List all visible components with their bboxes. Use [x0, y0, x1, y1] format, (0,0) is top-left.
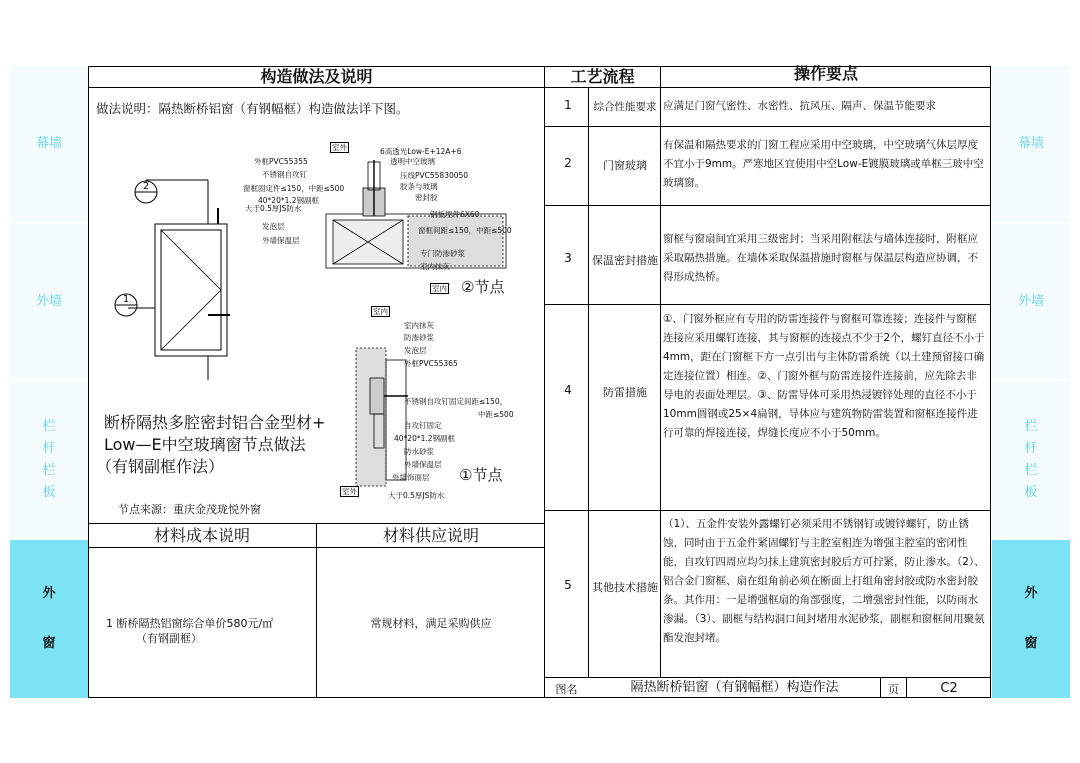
- footer-page-label: 页: [888, 683, 899, 696]
- left-side-bar: [10, 66, 88, 698]
- side-right-curtain-wall: [992, 66, 1070, 222]
- node1-label: 外墙饰面层: [392, 473, 430, 482]
- process-row-category: 防雷措施: [603, 386, 647, 399]
- node2-label: 6高透光Low-E+12A+6: [380, 147, 462, 156]
- process-row-desc: 窗框与窗扇间宜采用三级密封；当采用附框法与墙体连接时，附框应采取隔热措施。在墙体采取保温措施时窗框与保温层构造应协调，不得形成热桥。: [663, 233, 978, 283]
- node2-title: ②节点: [461, 278, 505, 296]
- cost-text-line2: （有钢副框）: [136, 632, 202, 645]
- process-row-num: 5: [564, 578, 572, 592]
- marker-1: 1: [122, 294, 130, 305]
- node2-label: 室内抹灰: [420, 262, 450, 271]
- node1-title: ①节点: [459, 466, 503, 484]
- divider: [316, 523, 317, 698]
- node1-label: 不锈钢自攻钉固定间距≤150，: [404, 397, 508, 406]
- node2-label: 密封胶: [415, 193, 438, 202]
- node2-label: 钢板埋件6X60: [430, 210, 480, 219]
- node2-label: 室内: [432, 284, 447, 293]
- node1-label: 室内: [373, 307, 388, 316]
- node1-label: 40*20*1.2钢副框: [394, 434, 456, 443]
- drawing-title-line1: 断桥隔热多腔密封铝合金型材+: [104, 413, 326, 432]
- node2-label: 压线PVC55830050: [400, 171, 469, 180]
- divider: [544, 205, 991, 206]
- process-row-category: 保温密封措施: [592, 254, 658, 267]
- node1-label: 防渗砂浆: [404, 333, 434, 342]
- process-row-desc: 应满足门窗气密性、水密性、抗风压、隔声、保温节能要求: [663, 100, 936, 112]
- divider: [544, 510, 991, 511]
- drawing-title-line2: Low—E中空玻璃窗节点做法: [104, 435, 306, 454]
- side-label: 幕墙: [35, 136, 62, 151]
- node2-label: 胶条与玻璃: [400, 182, 438, 191]
- node1-section: [356, 348, 408, 486]
- process-row-category: 其他技术措施: [592, 581, 658, 594]
- node1-label: 室内抹灰: [404, 321, 434, 330]
- footer-page-value: C2: [940, 681, 958, 696]
- node2-label: 40*20*1.2钢副框: [258, 196, 320, 205]
- side-label: 栏杆栏板: [1024, 418, 1038, 500]
- divider: [544, 126, 991, 127]
- side-left-curtain-wall: [10, 66, 88, 222]
- side-right-railing: [992, 381, 1070, 538]
- cost-header: 材料成本说明: [153, 526, 250, 545]
- node2-label: 发泡层: [262, 222, 285, 231]
- side-label: 栏杆栏板: [42, 418, 56, 500]
- marker-2: 2: [142, 181, 150, 192]
- node1-label: 大于0.5厚JS防水: [388, 491, 445, 500]
- drawing-title-line3: （有钢副框作法）: [96, 457, 225, 476]
- footer-drawing-name: 隔热断桥铝窗（有钢幅框）构造作法: [630, 680, 839, 695]
- side-left-railing: [10, 381, 88, 538]
- node2-label: 室外: [332, 143, 347, 152]
- node2-label: 不锈钢自攻钉: [262, 170, 307, 179]
- node2-label: 大于0.5厚JS防水: [245, 204, 302, 213]
- process-row-desc: ①、门窗外框应有专用的防雷连接件与窗框可靠连接；连接件与窗框连接应采用螺钉连接，其与窗框的连接点不少于2个，螺钉直径不小于4mm，距在门窗框下方一点引出与主体防雷系统（以土建预留接口确定连接位置）相连。②、门窗外框与防雷连接件连接前，应先除去非导电的表面处理层。③、防雷导体可采用热浸镀锌处理的直径不小于10mm圆钢或25×4扁钢，导体应与建筑物防雷装置和窗框连接件进行可靠的焊接连接，焊缝长度应不小于50mm。: [663, 313, 985, 439]
- cost-text-line1: 1 断桥隔热铝窗综合单价580元/㎡: [106, 617, 274, 630]
- side-right-window: [992, 540, 1070, 698]
- process-row-desc: （1）、五金件安装外露螺钉必须采用不锈钢钉或镀锌螺钉，防止锈蚀，同时由于五金件紧固螺钉与主腔室相连为增强主腔室的密闭性能，自攻钉四周应均匀抹上建筑密封胶后方可拧紧，防止渗水。（2）、铝合金门窗框、扇在组角前必须在断面上打组角密封胶或防水密封胶条。其作用：一是增强框扇的角部强度，二增强密封性能，以防雨水渗漏。（3）、副框与结构洞口间封堵用水泥砂浆，副框和窗框间用聚氨酯发泡封堵。: [663, 518, 985, 644]
- drawing-source: 节点来源：重庆金茂珑悦外窗: [118, 503, 261, 516]
- node2-label: 窗框间距≤150，中距≤500: [418, 226, 512, 235]
- node1-label: 防水砂浆: [404, 447, 434, 456]
- node2-label: 窗框固定件≤150，中距≤500: [243, 184, 345, 193]
- method-description: 做法说明：隔热断桥铝窗（有钢幅框）构造做法详下图。: [96, 101, 409, 116]
- process-row-num: 2: [564, 156, 572, 170]
- side-label: 外墙: [35, 293, 62, 309]
- process-header: 工艺流程: [570, 67, 635, 86]
- process-row-category: 门窗玻璃: [603, 159, 647, 172]
- process-row-category: 综合性能要求: [593, 101, 657, 113]
- side-right-exterior-wall: [992, 224, 1070, 379]
- window-elevation: [115, 180, 230, 380]
- supply-header: 材料供应说明: [382, 526, 479, 545]
- side-left-exterior-wall: [10, 224, 88, 379]
- node1-label: 中距≤500: [478, 410, 514, 419]
- node1-label: 外框PVC55365: [404, 359, 458, 368]
- process-row-num: 4: [564, 383, 572, 397]
- side-left-window: [10, 540, 88, 698]
- process-row-desc: 有保温和隔热要求的门窗工程应采用中空玻璃，中空玻璃气体层厚度不宜小于9mm。严寒地区宜使用中空Low-E镀膜玻璃或单框三玻中空玻璃窗。: [663, 139, 984, 189]
- node2-label: 专门防渗砂浆: [420, 249, 465, 258]
- node1-label: 自攻钉固定: [404, 421, 442, 430]
- node2-label: 外框PVC55355: [254, 157, 308, 166]
- side-label: 外窗: [42, 586, 56, 651]
- right-side-bar: [992, 66, 1070, 698]
- divider: [544, 304, 991, 305]
- supply-text: 常规材料，满足采购供应: [370, 617, 492, 630]
- node1-label: 发泡层: [404, 346, 427, 355]
- process-row-num: 3: [564, 251, 572, 265]
- side-label: 幕墙: [1017, 136, 1044, 151]
- operation-header: 操作要点: [793, 64, 858, 83]
- node2-label: 外墙保温层: [262, 236, 300, 245]
- footer-drawing-label: 图名: [555, 683, 578, 696]
- process-row-num: 1: [564, 98, 572, 112]
- side-label: 外窗: [1024, 586, 1038, 651]
- side-label: 外墙: [1017, 293, 1044, 309]
- node2-label: 透明中空玻璃: [390, 157, 435, 166]
- node1-label: 外墙保温层: [404, 460, 442, 469]
- construction-header: 构造做法及说明: [260, 67, 373, 86]
- node1-label: 室外: [342, 487, 357, 496]
